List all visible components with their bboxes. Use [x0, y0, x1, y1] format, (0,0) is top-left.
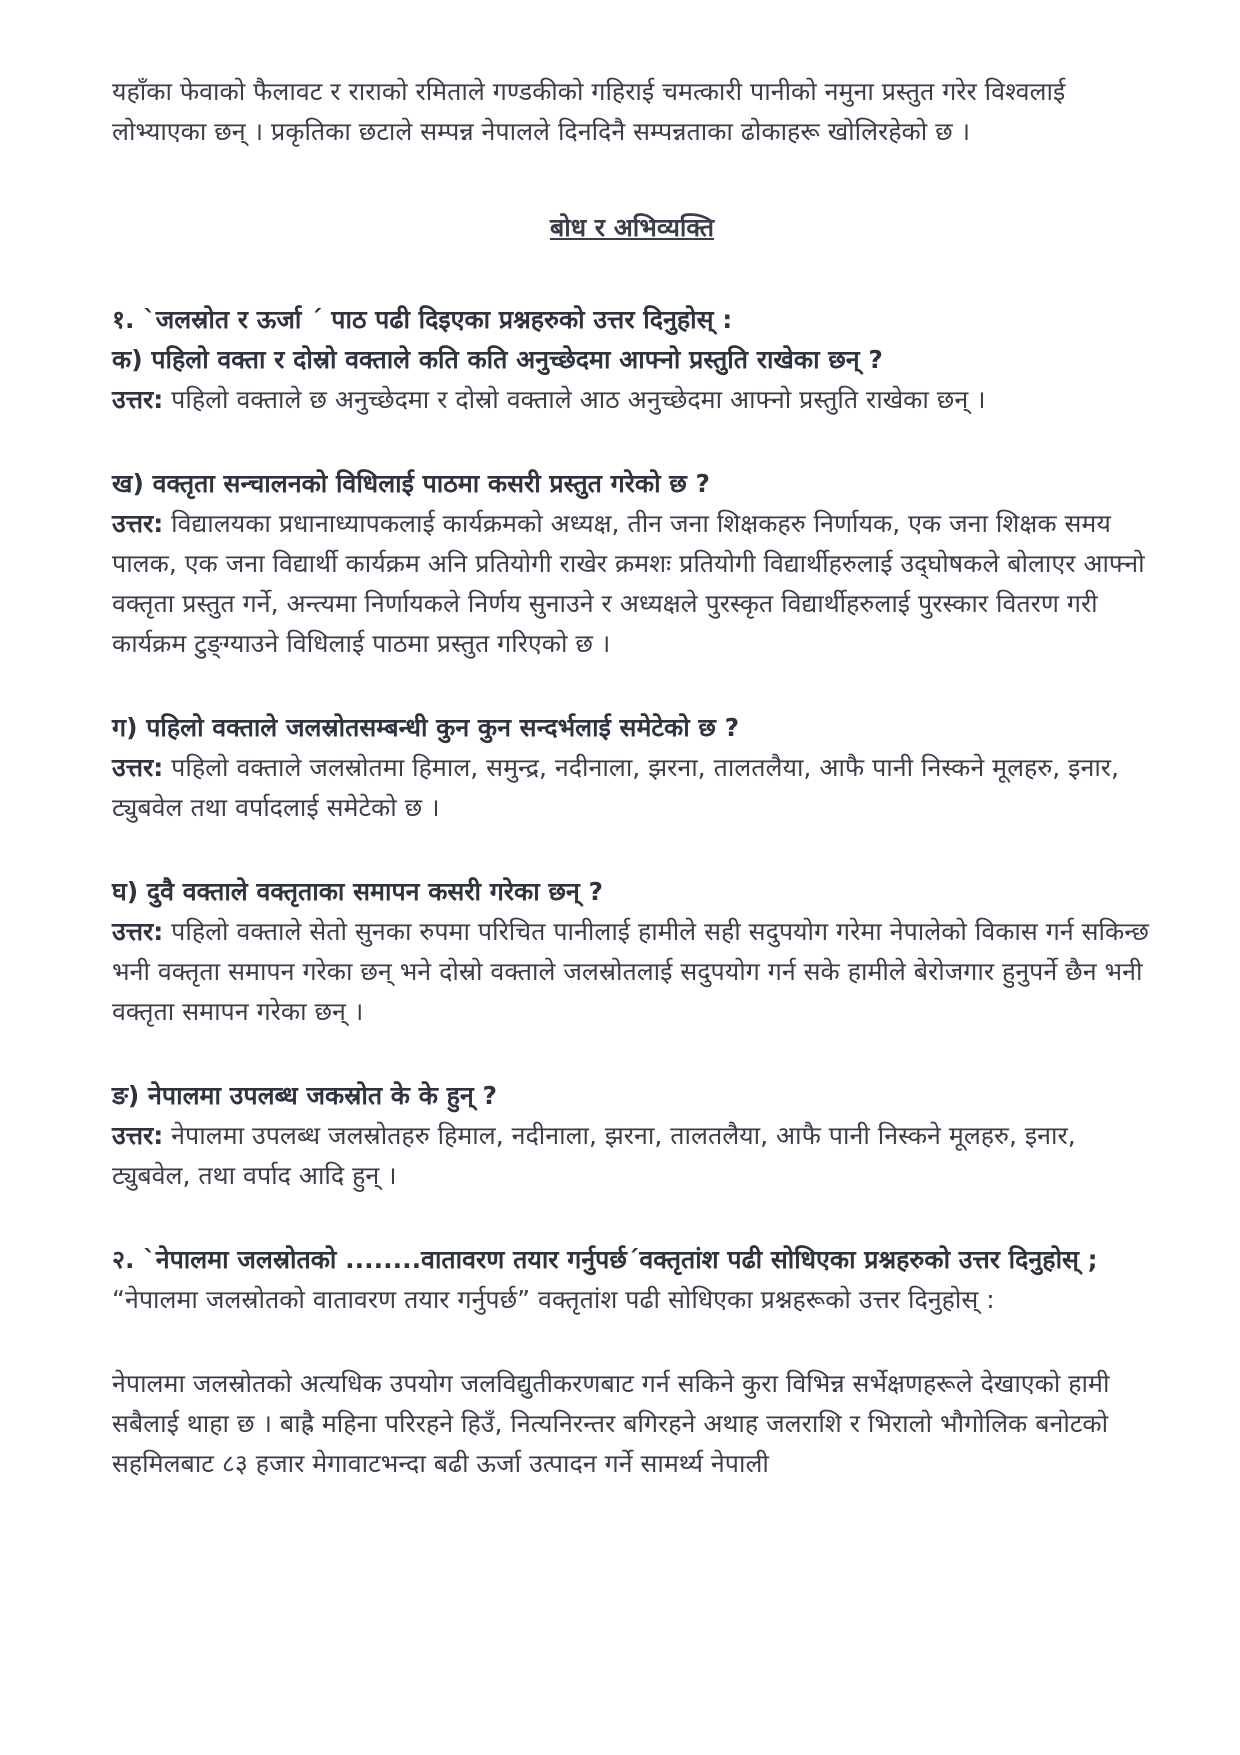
qa-block-ga — [112, 708, 1152, 828]
answer-label: उत्तर: — [112, 385, 164, 414]
question-2-title: २. `नेपालमा जलस्रोतको ........वातावरण तयार गर्नुपर्छ´वक्तृतांश पढी सोधिएका प्रश्नहरुको उत्तर दिनुहोस् ; — [112, 1245, 1098, 1274]
answer-label: उत्तर: — [112, 1121, 164, 1150]
qa-block-kha — [112, 464, 1152, 664]
answer-gha — [112, 912, 1152, 1032]
answer-nga-text: नेपालमा उपलब्ध जलस्रोतहरु हिमाल, नदीनाला, झरना, तालतलैया, आफै पानी निस्कने मूलहरु, इनार, ट्युबवेल, तथा वर्पाद आदि हुन् । — [112, 1121, 1076, 1190]
answer-kha-text: विद्यालयका प्रधानाध्यापकलाई कार्यक्रमको अध्यक्ष, तीन जना शिक्षकहरु निर्णायक, एक जना शिक्षक समय पालक, एक जना विद्यार्थी कार्यक्रम अनि प्रतियोगी राखेर क्रमशः प्रतियोगी विद्यार्थीहरुलाई उद्‌घोषकले बोलाएर आफ्नो वक्तृता प्रस्तुत गर्ने, अन्त्यमा निर्णायकले निर्णय सुनाउने र अध्यक्षले पुरस्कृत विद्यार्थीहरुलाई पुरस्कार वितरण गरी कार्यक्रम टुङ्ग्याउने विधिलाई पाठमा प्रस्तुत गरिएको छ । — [112, 509, 1145, 658]
passage-paragraph: नेपालमा जलस्रोतको अत्यधिक उपयोग जलविद्युतीकरणबाट गर्न सकिने कुरा विभिन्न सर्भेक्षणहरूले देखाएको हामी सबैलाई थाहा छ । बाह्रै महिना परिरहने हिउँ, नित्यनिरन्तर बगिरहने अथाह जलराशि र भिरालो भौगोलिक बनोटको सहमिलबाट ८३ हजार मेगावाटभन्दा बढी ऊर्जा उत्पादन गर्ने सामर्थ्य नेपाली — [112, 1369, 1110, 1478]
section-heading: बोध र अभिव्यक्ति — [549, 213, 715, 242]
answer-gha-text: पहिलो वक्ताले सेतो सुनका रुपमा परिचित पानीलाई हामीले सही सदुपयोग गरेमा नेपालेको विकास गर्न सकिन्छ भनी वक्तृता समापन गरेका छन् भने दोस्रो वक्ताले जलस्रोतलाई सदुपयोग गर्न सके हामीले बेरोजगार हुनुपर्ने छैन भनी वक्तृता समापन गरेका छन् । — [112, 917, 1149, 1026]
intro-paragraph: यहाँका फेवाको फैलावट र राराको रमिताले गण्डकीको गहिराई चमत्कारी पानीको नमुना प्रस्तुत गरेर विश्वलाई लोभ्याएका छन् । प्रकृतिका छटाले सम्पन्न नेपालले दिनदिनै सम्पन्नताका ढोकाहरू खोलिरहेको छ । — [112, 77, 1066, 146]
answer-kha — [112, 504, 1152, 664]
question-1-title: १. `जलस्रोत र ऊर्जा ´ पाठ पढी दिइएका प्रश्नहरुको उत्तर दिनुहोस् : — [112, 305, 733, 334]
qa-block-nga — [112, 1076, 1152, 1196]
answer-label: उत्तर: — [112, 509, 164, 538]
answer-ga-text: पहिलो वक्ताले जलस्रोतमा हिमाल, समुन्द्र, नदीनाला, झरना, तालतलैया, आफै पानी निस्कने मूलहरु, इनार, ट्युबवेल तथा वर्पादलाई समेटेको छ । — [112, 753, 1119, 822]
question-nga: ङ) नेपालमा उपलब्ध जकस्रोत के के हुन् ? — [112, 1081, 497, 1110]
question-2-instruction: “नेपालमा जलस्रोतको वातावरण तयार गर्नुपर्छ” वक्तृतांश पढी सोधिएका प्रश्नहरूको उत्तर दिनुहोस् : — [112, 1285, 995, 1314]
answer-label: उत्तर: — [112, 753, 164, 782]
qa-block-gha — [112, 872, 1152, 1032]
document-page — [112, 72, 1152, 1484]
qa-block-ka — [112, 340, 1152, 420]
answer-ga — [112, 748, 1152, 828]
answer-label: उत्तर: — [112, 917, 164, 946]
question-ga: ग) पहिलो वक्ताले जलस्रोतसम्बन्धी कुन कुन सन्दर्भलाई समेटेको छ ? — [112, 713, 740, 742]
question-kha: ख) वक्तृता सन्चालनको विधिलाई पाठमा कसरी प्रस्तुत गरेको छ ? — [112, 469, 710, 498]
answer-ka — [112, 380, 1152, 420]
answer-nga — [112, 1116, 1152, 1196]
question-ka: क) पहिलो वक्ता र दोस्रो वक्ताले कति कति अनुच्छेदमा आफ्नो प्रस्तुति राखेका छन् ? — [112, 345, 883, 374]
answer-ka-text: पहिलो वक्ताले छ अनुच्छेदमा र दोस्रो वक्ताले आठ अनुच्छेदमा आफ्नो प्रस्तुति राखेका छन् । — [171, 385, 986, 414]
question-gha: घ) दुवै वक्ताले वक्तृताका समापन कसरी गरेका छन् ? — [112, 877, 604, 906]
